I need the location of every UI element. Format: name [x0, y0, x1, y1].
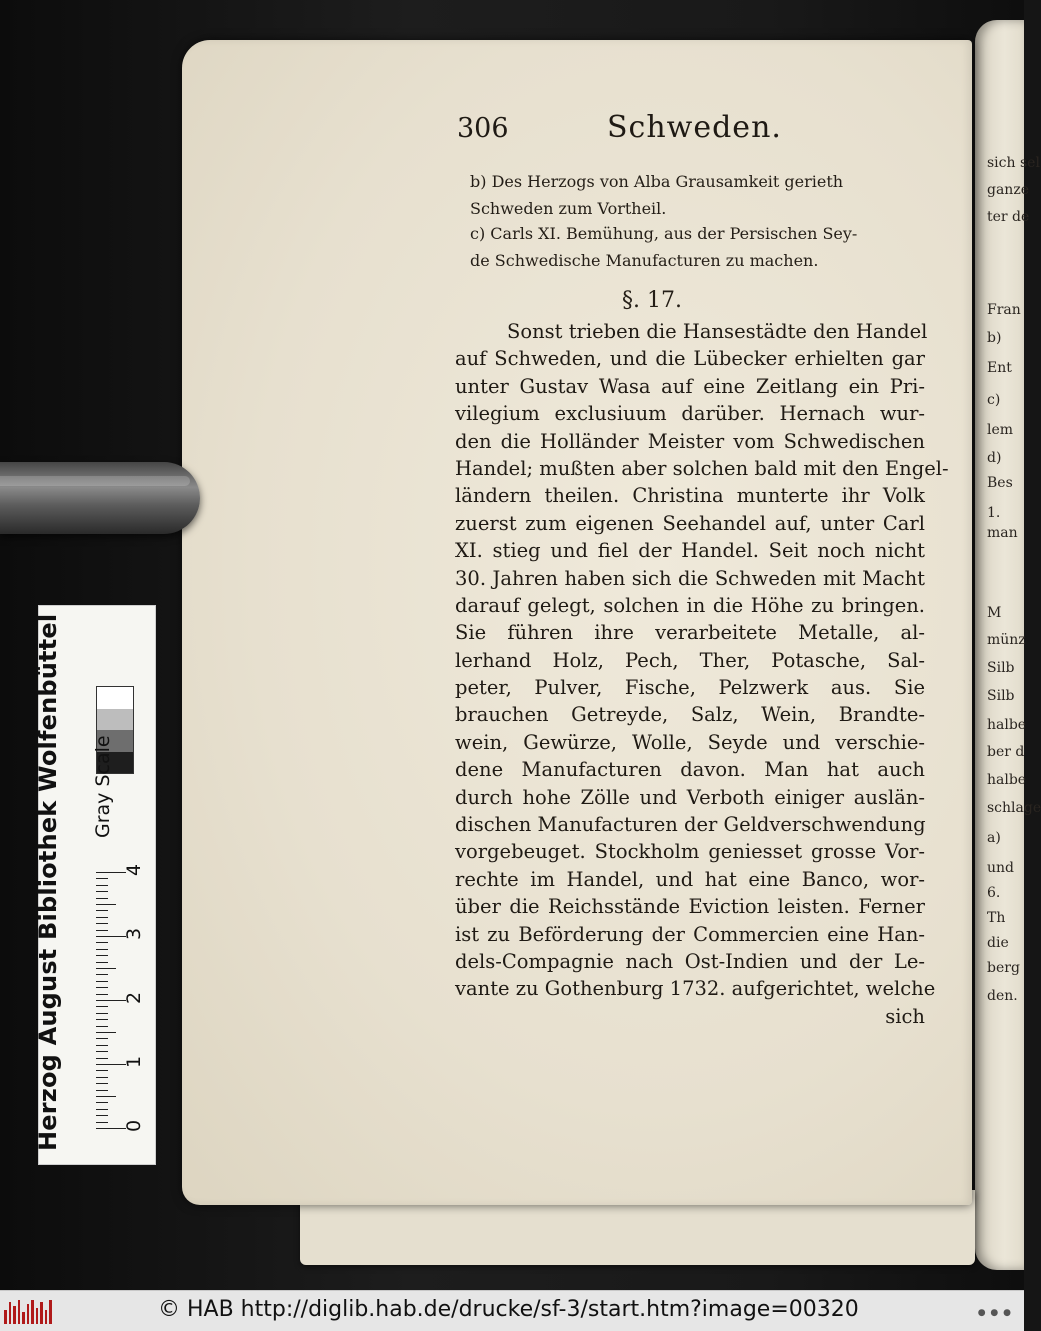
- body-line: ländern theilen. Christina munterte ihr Volk: [455, 484, 925, 508]
- ruler-tick: [96, 1000, 126, 1001]
- ruler-tick: [96, 981, 108, 982]
- ruler-tick: [96, 1128, 126, 1129]
- body-line: brauchen Getreyde, Salz, Wein, Brandte-: [455, 703, 925, 727]
- next-page-fragment: d): [987, 450, 1002, 466]
- next-page-fragment: münz: [987, 632, 1026, 648]
- copyright-link[interactable]: © HAB http://diglib.hab.de/drucke/sf-3/start.htm?image=00320: [158, 1297, 859, 1322]
- ruler-tick: [96, 1006, 108, 1007]
- ruler-tick: [96, 1090, 108, 1091]
- body-line: darauf gelegt, solchen in die Höhe zu bringen.: [455, 593, 925, 617]
- ruler-tick: [96, 994, 108, 995]
- gray-swatch: [97, 687, 133, 709]
- ruler-tick: [96, 974, 108, 975]
- ruler-tick: [96, 904, 116, 905]
- body-line: zuerst zum eigenen Seehandel auf, unter Carl: [455, 511, 925, 535]
- next-page-fragment: Th: [987, 910, 1006, 926]
- footnote-c-line-2: de Schwedische Manufacturen zu machen.: [470, 251, 819, 270]
- footnote-b-line-2: Schweden zum Vortheil.: [470, 199, 667, 218]
- next-page-fragment: M: [987, 605, 1002, 621]
- ruler-tick: [96, 891, 108, 892]
- ruler-tick: [96, 955, 108, 956]
- body-line: 30. Jahren haben sich die Schweden mit Macht: [455, 566, 925, 590]
- body-line: Sonst trieben die Hansestädte den Handel: [507, 320, 928, 343]
- ruler-tick: [96, 942, 108, 943]
- next-page-fragment: schlage: [987, 800, 1041, 816]
- ruler-tick: [96, 962, 108, 963]
- ruler-tick: [96, 1102, 108, 1103]
- next-page-fragment: b): [987, 330, 1002, 346]
- next-page-fragment: den.: [987, 988, 1018, 1004]
- ruler-tick: [96, 1045, 108, 1046]
- body-line: dels-Compagnie nach Ost-Indien und der Le-: [455, 949, 925, 973]
- next-page-fragment: halbe: [987, 717, 1027, 733]
- page-header: [457, 110, 917, 158]
- ruler-tick: [96, 1109, 108, 1110]
- body-line: peter, Pulver, Fische, Pelzwerk aus. Sie: [455, 676, 925, 700]
- body-line: Sie führen ihre verarbeitete Metalle, al-: [455, 621, 925, 645]
- next-page-fragment: berg: [987, 960, 1020, 976]
- next-page-fragment: halbe: [987, 772, 1027, 788]
- ruler-tick: [96, 1096, 116, 1097]
- ruler-tick: [96, 987, 108, 988]
- ruler-tick: [96, 910, 108, 911]
- footnote-c: [470, 220, 920, 274]
- body-line: sich: [885, 1004, 925, 1028]
- body-line: vorgebeuget. Stockholm geniesset grosse Vor-: [455, 840, 925, 864]
- body-line: unter Gustav Wasa auf eine Zeitlang ein Pri-: [455, 374, 925, 398]
- next-page-fragment: ber d: [987, 744, 1025, 760]
- ruler-tick: [96, 949, 108, 950]
- ruler-number: 4: [123, 863, 145, 877]
- ruler-tick: [96, 885, 108, 886]
- next-page-fragment: die: [987, 935, 1009, 951]
- ruler-tick: [96, 1038, 108, 1039]
- body-line: vilegium exclusiuum darüber. Hernach wur-: [455, 402, 925, 426]
- ruler-number: 1: [123, 1055, 145, 1069]
- section-heading: §. 17.: [622, 288, 682, 313]
- body-paragraph: [455, 318, 949, 1030]
- next-page-fragment: Silb: [987, 688, 1015, 704]
- next-page-fragment: Fran: [987, 302, 1021, 318]
- scale-institution-label: Herzog August Bibliothek Wolfenbüttel: [34, 613, 62, 1151]
- body-line: Handel; mußten aber solchen bald mit den Engel-: [455, 456, 949, 480]
- ruler-number: 3: [123, 927, 145, 941]
- ruler-tick: [96, 872, 126, 873]
- body-line: dischen Manufacturen der Geldverschwendung: [455, 813, 926, 837]
- footnote-b-line-1: b) Des Herzogs von Alba Grausamkeit gerieth: [470, 172, 844, 191]
- body-line: dene Manufacturen davon. Man hat auch: [455, 758, 925, 782]
- body-line: XI. stieg und fiel der Handel. Seit noch nicht: [455, 539, 925, 563]
- next-page-fragment: ganze: [987, 182, 1029, 198]
- body-line: über die Reichsstände Eviction leisten. Ferner: [455, 895, 925, 919]
- ruler-tick: [96, 968, 116, 969]
- ruler-tick: [96, 1077, 108, 1078]
- next-page-fragment: 1.: [987, 505, 1001, 521]
- next-page-fragment: sich sel: [987, 155, 1040, 171]
- ruler-tick: [96, 1070, 108, 1071]
- ruler-tick: [96, 936, 126, 937]
- next-page-fragment: c): [987, 392, 1001, 408]
- next-page-fragment: ter de: [987, 209, 1030, 225]
- ruler-tick: [96, 1058, 108, 1059]
- ruler-tick: [96, 1083, 108, 1084]
- next-page-fragment: a): [987, 830, 1001, 846]
- gray-scale-label: Gray Scale: [92, 735, 114, 839]
- next-page-fragment: und: [987, 860, 1014, 876]
- next-page-edge: [975, 20, 1041, 1270]
- options-dots-icon[interactable]: ● ● ●: [977, 1308, 1012, 1318]
- ruler-tick: [96, 1013, 108, 1014]
- next-page-fragment: Bes: [987, 475, 1013, 491]
- ruler-number: 2: [123, 991, 145, 1005]
- ruler-tick: [96, 917, 108, 918]
- ruler-tick: [96, 898, 108, 899]
- ruler-tick: [96, 1026, 108, 1027]
- body-line: vante zu Gothenburg 1732. aufgerichtet, welche: [455, 977, 936, 1001]
- body-line: auf Schweden, und die Lübecker erhielten gar: [455, 347, 925, 371]
- ruler-tick: [96, 1032, 116, 1033]
- ruler-tick: [96, 923, 108, 924]
- body-line: wein, Gewürze, Wolle, Seyde und verschie-: [455, 730, 925, 754]
- running-head: Schweden.: [607, 110, 782, 145]
- ruler-tick: [96, 1051, 108, 1052]
- body-line: lerhand Holz, Pech, Ther, Potasche, Sal-: [455, 648, 925, 672]
- hab-logo-icon: [4, 1300, 52, 1324]
- footnote-b: [470, 168, 920, 222]
- footnote-c-line-1: c) Carls XI. Bemühung, aus der Persischen Sey-: [470, 224, 858, 243]
- next-page-fragment: Ent: [987, 360, 1012, 376]
- ruler-tick: [96, 1019, 108, 1020]
- page-number: 306: [457, 113, 509, 144]
- body-line: den die Holländer Meister vom Schwedischen: [455, 429, 925, 453]
- ruler-tick: [96, 1064, 126, 1065]
- footer-bar: [0, 1290, 1024, 1331]
- page-holder-clip: [0, 462, 200, 534]
- body-line: ist zu Beförderung der Commercien eine Han-: [455, 922, 925, 946]
- next-page-fragment: Silb: [987, 660, 1015, 676]
- body-line: rechte im Handel, und hat eine Banco, wor-: [455, 867, 925, 891]
- next-page-fragment: man: [987, 525, 1018, 541]
- ruler-number: 0: [123, 1119, 145, 1133]
- body-line: durch hohe Zölle und Verboth einiger auslän-: [455, 785, 925, 809]
- next-page-fragment: 6.: [987, 885, 1001, 901]
- ruler-tick: [96, 878, 108, 879]
- ruler-tick: [96, 930, 108, 931]
- ruler-tick: [96, 1115, 108, 1116]
- ruler-tick: [96, 1122, 108, 1123]
- next-page-fragment: lem: [987, 422, 1014, 438]
